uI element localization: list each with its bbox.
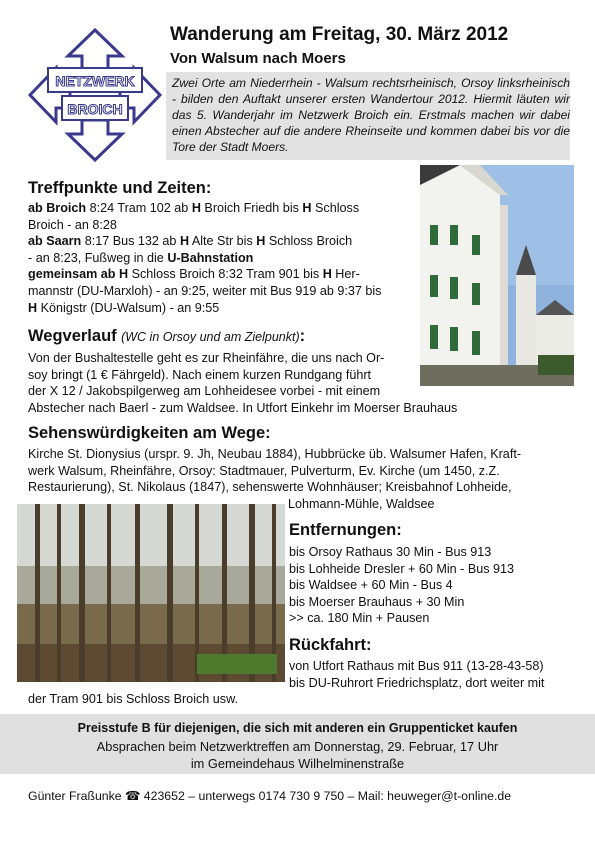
page-subtitle: Von Walsum nach Moers	[170, 50, 346, 67]
text: 8:17 Bus 132 ab	[81, 234, 180, 249]
treffpunkte-line-3	[28, 233, 418, 250]
sehens-line: Kirche St. Dionysius (urspr. 9. Jh, Neubau 1884), Hubbrücke üb. Walsumer Hafen, Kraft-	[28, 447, 522, 461]
label-u-bahnstation: U-Bahnstation	[167, 250, 254, 265]
treffpunkte-section	[28, 200, 418, 316]
logo-text-line2: BROICH	[67, 101, 123, 117]
text: Schloss	[311, 201, 360, 215]
rueckfahrt-heading: Rückfahrt:	[289, 636, 372, 654]
footer-meeting-info: Absprachen beim Netzwerktreffen am Donnerstag, 29. Februar, 17 Uhr	[96, 739, 499, 754]
text: Schloss Broich 8:32 Tram 901 bis	[128, 267, 323, 282]
forest-lake-photo	[17, 504, 285, 682]
bus-stop-icon: H	[322, 267, 332, 282]
wegverlauf-line: soy bringt (1 € Fährgeld). Nach einem kurzen Rundgang führt	[28, 367, 372, 382]
intro-box: Zwei Orte am Niederrhein - Walsum rechtsrheinisch, Orsoy linksrheinisch - bilden den Auftakt unserer ersten Wandertour 2012. Hiermit läuten wir das 5. Wanderjahr im Netzwerk Broich ein. Erstmals machen wir dabei einen Abstecher auf die andere Rheinseite und kommen dabei bis vor die Tore der Stadt Moers.	[166, 72, 570, 160]
text: Her-	[331, 267, 360, 282]
bus-stop-icon: H	[191, 201, 201, 215]
entfernung-item: bis Lohheide Dresler + 60 Min - Bus 913	[289, 561, 515, 576]
text: Schloss Broich	[265, 234, 353, 249]
entfernung-item: bis Waldsee + 60 Min - Bus 4	[289, 578, 453, 593]
sehens-line: werk Walsum, Rheinfähre, Orsoy: Stadtmauer, Pulverturm, Ev. Kirche (um 1450, z.Z.	[28, 463, 500, 478]
label-saarn: ab Saarn	[28, 234, 82, 249]
sehens-text	[28, 446, 521, 496]
contact-line: Günter Fraßunke ☎ 423652 – unterwegs 0174 730 9 750 – Mail: heuweger@t-online.de	[28, 789, 512, 803]
page-title: Wanderung am Freitag, 30. März 2012	[170, 24, 509, 45]
rueckfahrt-line: der Tram 901 bis Schloss Broich usw.	[28, 692, 238, 706]
bus-stop-icon: H	[302, 201, 312, 215]
footer-price-info: Preisstufe B für diejenigen, die sich mit anderen ein Gruppenticket kaufen	[77, 721, 518, 735]
entfernungen-heading: Entfernungen:	[289, 521, 402, 539]
sehens-line: Restaurierung), St. Nikolaus (1847), sehenswerte Wohnhäuser; Kreisbahnof Lohheide,	[28, 480, 512, 495]
bus-stop-icon: H	[256, 234, 266, 249]
entfernung-item: bis Moerser Brauhaus + 30 Min	[289, 594, 465, 609]
netzwerk-broich-logo	[26, 26, 164, 164]
treffpunkte-line-4	[28, 250, 418, 267]
entfernung-item: >> ca. 180 Min + Pausen	[289, 611, 430, 626]
sehens-line: Lohmann-Mühle, Waldsee	[288, 497, 435, 511]
treffpunkte-line-5	[28, 266, 418, 283]
wegverlauf-colon: :	[299, 327, 306, 345]
treffpunkte-heading: Treffpunkte und Zeiten:	[28, 179, 212, 197]
wegverlauf-text	[28, 350, 457, 416]
entfernungen-list	[289, 544, 514, 627]
wegverlauf-heading: Wegverlauf	[28, 327, 117, 345]
sehens-heading: Sehenswürdigkeiten am Wege:	[28, 424, 271, 442]
wegverlauf-note: (WC in Orsoy und am Zielpunkt)	[121, 330, 300, 344]
entfernung-item: bis Orsoy Rathaus 30 Min - Bus 913	[289, 545, 492, 559]
text: Alte Str bis	[189, 234, 257, 249]
treffpunkte-line-1	[28, 200, 418, 217]
bus-stop-icon: H	[179, 234, 190, 249]
text: 8:24 Tram 102 ab	[86, 201, 192, 215]
label-gemeinsam: gemeinsam ab H	[28, 267, 129, 282]
wegverlauf-line: Abstecher nach Baerl - zum Waldsee. In Utfort Einkehr im Moerser Brauhaus	[28, 400, 458, 415]
text: Königstr (DU-Walsum) - an 9:55	[37, 300, 220, 315]
wegverlauf-heading-row	[28, 327, 305, 346]
treffpunkte-line-7	[28, 300, 418, 317]
logo-text-line1: NETZWERK	[55, 73, 135, 89]
treffpunkte-line-6: mannstr (DU-Marxloh) - an 9:25, weiter mit Bus 919 ab 9:37 bis	[28, 283, 382, 298]
footer-location: im Gemeindehaus Wilhelminenstraße	[190, 756, 405, 771]
rueckfahrt-text	[289, 658, 544, 691]
wegverlauf-line: Von der Bushaltestelle geht es zur Rheinfähre, die uns nach Or-	[28, 351, 385, 365]
rueckfahrt-line: bis DU-Ruhrort Friedrichsplatz, dort weiter mit	[289, 675, 545, 690]
rueckfahrt-line: von Utfort Rathaus mit Bus 911 (13-28-43-58)	[289, 659, 544, 673]
text: - an 8:23, Fußweg in die	[28, 250, 168, 265]
bus-stop-icon: H	[28, 300, 38, 315]
wegverlauf-line: der X 12 / Jakobspilgerweg am Lohheidesee vorbei - mit einem	[28, 384, 381, 399]
treffpunkte-line-2: Broich - an 8:28	[28, 217, 117, 232]
text: Broich Friedh bis	[200, 201, 303, 215]
label-broich: ab Broich	[28, 201, 87, 215]
recycle-arrows-icon	[26, 26, 164, 164]
